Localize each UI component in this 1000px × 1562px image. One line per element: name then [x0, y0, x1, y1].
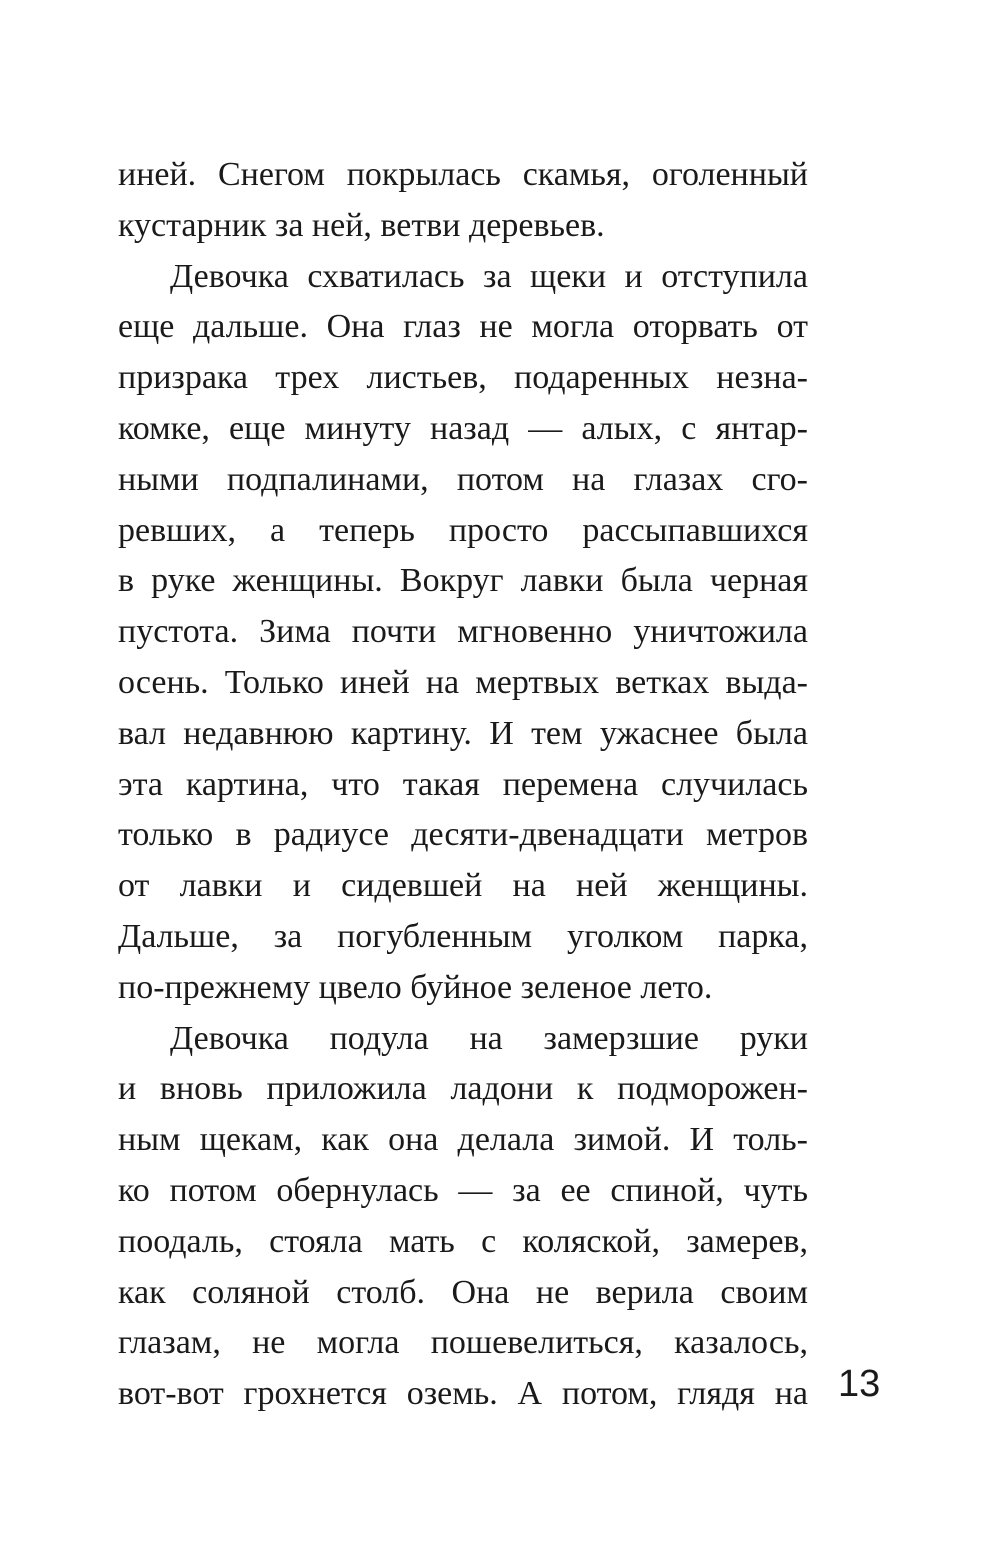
paragraph-2 — [118, 252, 808, 1014]
text-line: как соляной столб. Она не верила своим — [118, 1273, 808, 1311]
text-line: Девочка схватилась за щеки и отступила — [170, 257, 808, 295]
text-line: призрака трех листьев, подаренных незна- — [118, 359, 808, 397]
text-line: по-прежнему цвело буйное зеленое лето. — [118, 968, 713, 1006]
page-number: 13 — [838, 1363, 881, 1405]
text-line: эта картина, что такая перемена случилась — [118, 765, 808, 803]
text-line: кустарник за ней, ветви деревьев. — [118, 206, 605, 244]
book-text — [118, 150, 808, 1420]
text-line: Девочка подула на замерзшие руки — [170, 1019, 808, 1057]
text-line: от лавки и сидевшей на ней женщины. — [118, 867, 808, 905]
text-line: ным щекам, как она делала зимой. И толь- — [118, 1121, 808, 1159]
text-line: ко потом обернулась — за ее спиной, чуть — [118, 1171, 808, 1209]
text-line: в руке женщины. Вокруг лавки была черная — [118, 562, 808, 600]
text-line: ными подпалинами, потом на глазах сго- — [118, 460, 808, 498]
text-line: глазам, не могла пошевелиться, казалось, — [118, 1324, 808, 1362]
text-line: комке, еще минуту назад — алых, с янтар- — [118, 409, 808, 447]
text-line: осень. Только иней на мертвых ветках выда- — [118, 663, 808, 701]
paragraph-1 — [118, 150, 808, 252]
text-line: поодаль, стояла мать с коляской, замерев, — [118, 1222, 808, 1260]
text-line: пустота. Зима почти мгновенно уничтожила — [118, 613, 808, 651]
paragraph-3 — [118, 1014, 808, 1420]
text-line: вот-вот грохнется оземь. А потом, глядя на — [118, 1375, 808, 1413]
text-line: ревших, а теперь просто рассыпавшихся — [118, 511, 808, 549]
text-line: только в радиусе десяти-двенадцати метров — [118, 816, 808, 854]
text-line: вал недавнюю картину. И тем ужаснее была — [118, 714, 808, 752]
text-line: и вновь приложила ладони к подморожен- — [118, 1070, 808, 1108]
text-line: еще дальше. Она глаз не могла оторвать от — [118, 308, 808, 346]
text-line: иней. Снегом покрылась скамья, оголенный — [118, 156, 808, 193]
text-line: Дальше, за погубленным уголком парка, — [118, 917, 808, 955]
